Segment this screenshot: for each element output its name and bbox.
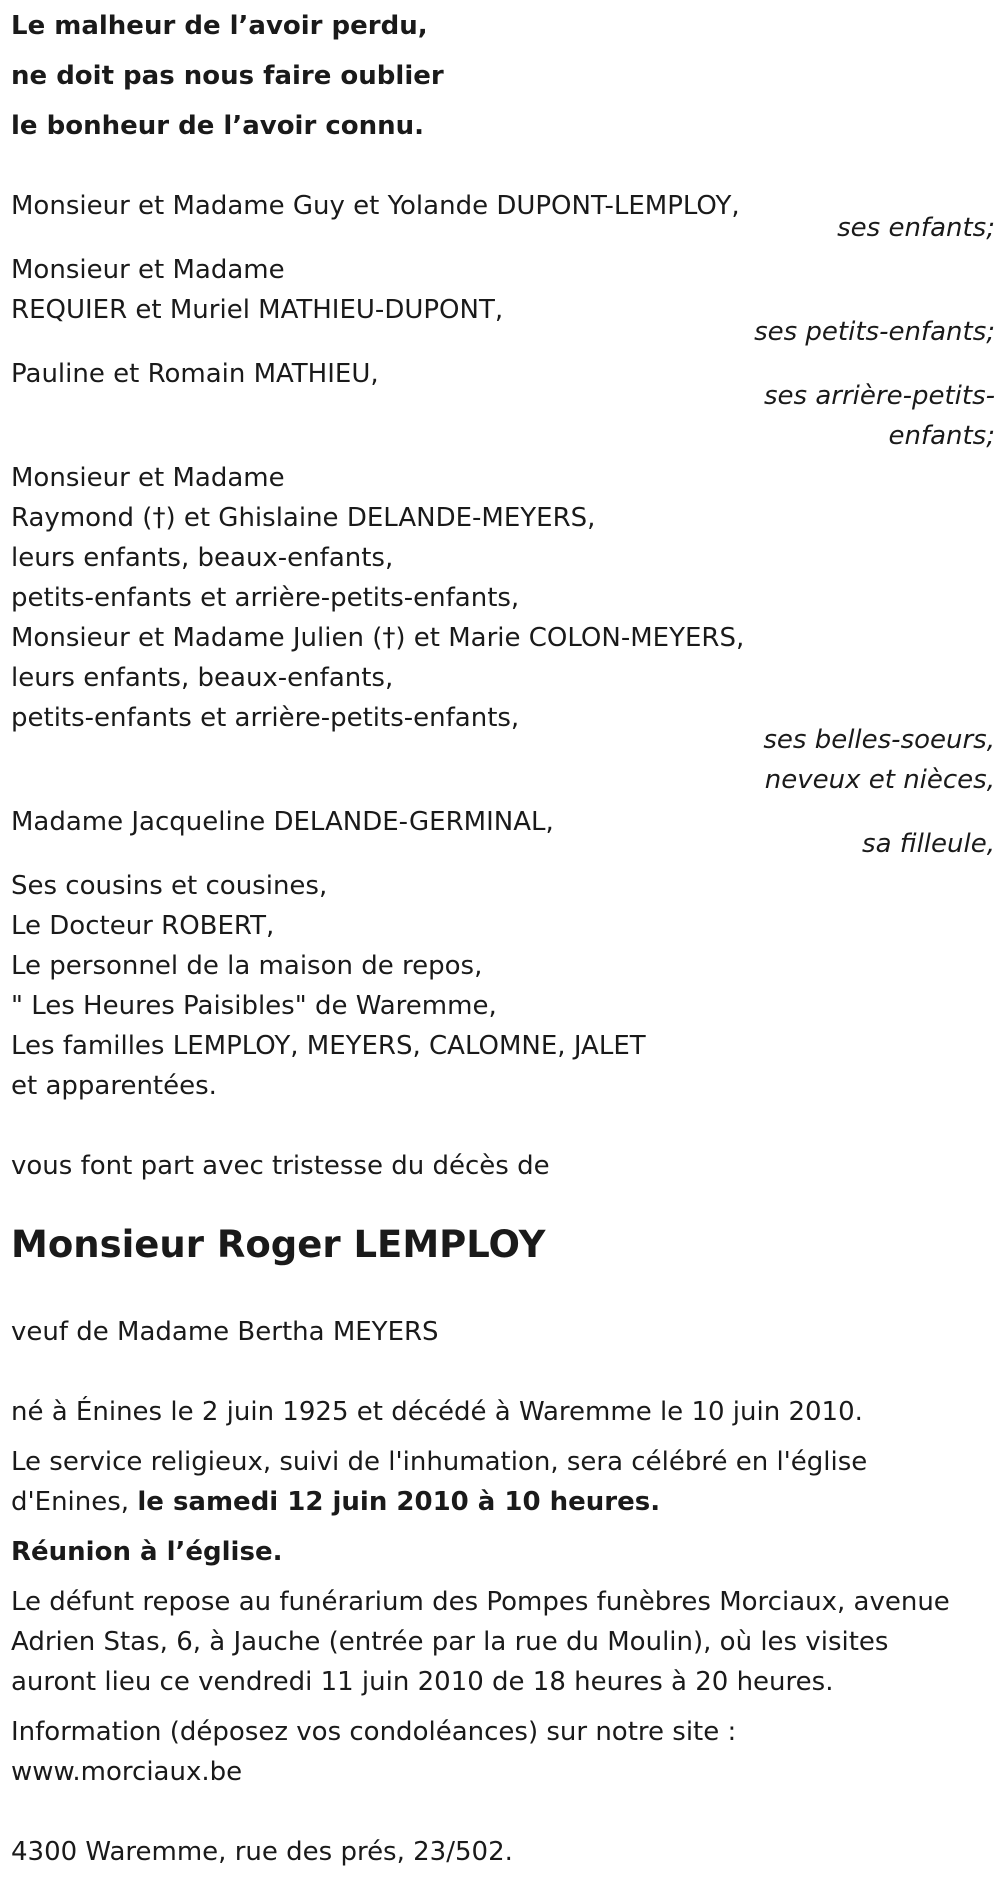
quote-line-3: le bonheur de l’avoir connu.: [11, 111, 425, 141]
service-church: d'Enines,: [11, 1487, 138, 1517]
deceased-name: Monsieur Roger LEMPLOY: [11, 1223, 546, 1266]
sisters-in-law-line: petits-enfants et arrière-petits-enfants,: [11, 703, 520, 733]
great-grandchildren-names: Pauline et Romain MATHIEU,: [11, 359, 379, 389]
goddaughter-name: Madame Jacqueline DELANDE-GERMINAL,: [11, 807, 554, 837]
grandchildren-role: ses petits-enfants;: [754, 317, 995, 347]
sisters-in-law-line: leurs enfants, beaux-enfants,: [11, 543, 394, 573]
sisters-in-law-line: Raymond (†) et Ghislaine DELANDE-MEYERS,: [11, 503, 596, 533]
grandchildren-line-2: REQUIER et Muriel MATHIEU-DUPONT,: [11, 295, 504, 325]
service-line-2: [11, 1482, 660, 1522]
widower-line: veuf de Madame Bertha MEYERS: [11, 1317, 439, 1347]
sisters-in-law-line: petits-enfants et arrière-petits-enfants,: [11, 583, 520, 613]
quote-line-1: Le malheur de l’avoir perdu,: [11, 11, 428, 41]
sisters-in-law-role-2: neveux et nièces,: [764, 765, 995, 795]
children-names: Monsieur et Madame Guy et Yolande DUPONT-LEMPLOY,: [11, 191, 740, 221]
service-date: le samedi 12 juin 2010 à 10 heures.: [137, 1487, 661, 1517]
quote-line-2: ne doit pas nous faire oublier: [11, 61, 444, 91]
grandchildren-line-1: Monsieur et Madame: [11, 255, 285, 285]
visitation-line: Le défunt repose au funérarium des Pompes funèbres Morciaux, avenue: [11, 1587, 950, 1617]
great-grandchildren-role-1: ses arrière-petits-: [764, 381, 995, 411]
others-line: Le personnel de la maison de repos,: [11, 951, 483, 981]
info-line: Information (déposez vos condoléances) sur notre site :: [11, 1717, 737, 1747]
great-grandchildren-role-2: enfants;: [888, 421, 995, 451]
sisters-in-law-line: leurs enfants, beaux-enfants,: [11, 663, 394, 693]
birth-death-line: né à Énines le 2 juin 1925 et décédé à Waremme le 10 juin 2010.: [11, 1397, 863, 1427]
website-link[interactable]: www.morciaux.be: [11, 1757, 243, 1787]
others-line: Le Docteur ROBERT,: [11, 911, 275, 941]
service-line-1: Le service religieux, suivi de l'inhumation, sera célébré en l'église: [11, 1447, 868, 1477]
children-role: ses enfants;: [837, 213, 995, 243]
others-line: et apparentées.: [11, 1071, 217, 1101]
others-line: Ses cousins et cousines,: [11, 871, 328, 901]
sisters-in-law-role-1: ses belles-soeurs,: [763, 725, 995, 755]
goddaughter-role: sa filleule,: [862, 829, 995, 859]
visitation-line: Adrien Stas, 6, à Jauche (entrée par la rue du Moulin), où les visites: [11, 1627, 889, 1657]
visitation-line: auront lieu ce vendredi 11 juin 2010 de 18 heures à 20 heures.: [11, 1667, 834, 1697]
others-line: " Les Heures Paisibles" de Waremme,: [11, 991, 497, 1021]
others-line: Les familles LEMPLOY, MEYERS, CALOMNE, JALET: [11, 1031, 646, 1061]
sisters-in-law-line: Monsieur et Madame: [11, 463, 285, 493]
address-line: 4300 Waremme, rue des prés, 23/502.: [11, 1837, 513, 1867]
reunion-line: Réunion à l’église.: [11, 1537, 283, 1567]
sisters-in-law-line: Monsieur et Madame Julien (†) et Marie COLON-MEYERS,: [11, 623, 745, 653]
announcement: vous font part avec tristesse du décès de: [11, 1151, 550, 1181]
